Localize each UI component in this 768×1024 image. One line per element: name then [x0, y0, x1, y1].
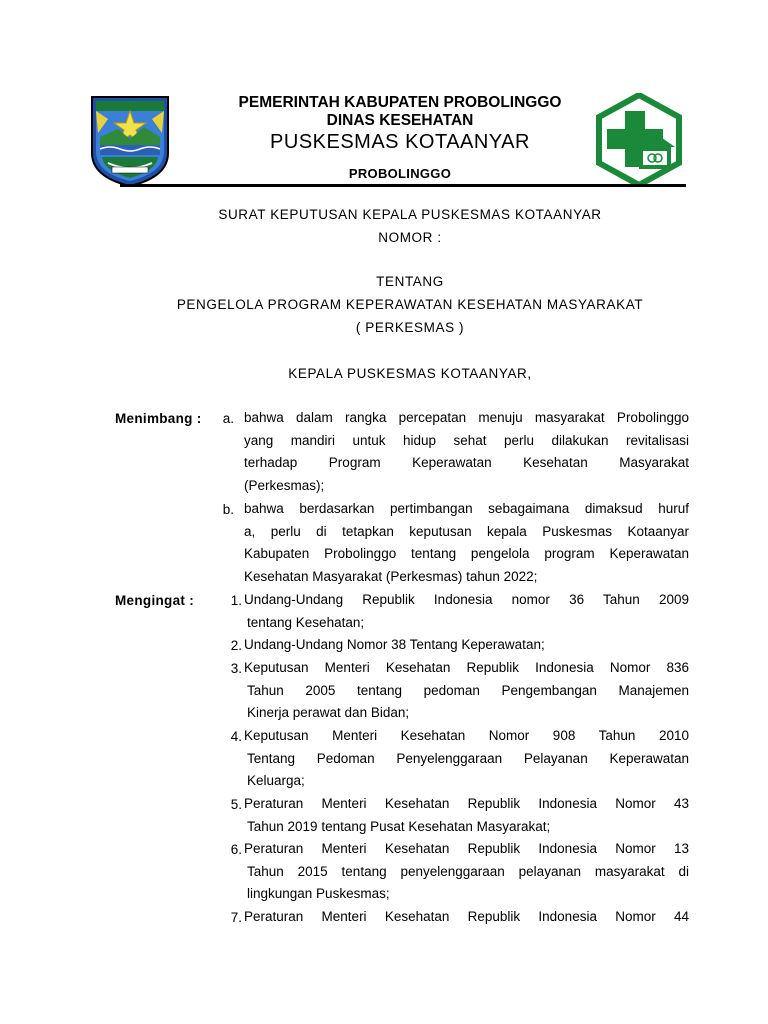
- menimbang-item-a: [244, 407, 689, 497]
- menimbang-b-line: a, perlu di tetapkan keputusan kepala Puskesmas Kotaanyar: [244, 523, 689, 539]
- mengingat-marker-2: 2.: [230, 638, 242, 653]
- menimbang-label: Menimbang :: [115, 411, 202, 426]
- decree-subject: PENGELOLA PROGRAM KEPERAWATAN KESEHATAN MASYARAKAT: [176, 297, 644, 312]
- letterhead: [190, 94, 610, 183]
- mengingat-item-1: [244, 589, 689, 634]
- decree-about-label: TENTANG: [376, 274, 444, 289]
- mengingat-6-line: Tahun 2015 tentang penyelenggaraan pelayanan masyarakat di: [247, 863, 689, 879]
- mengingat-item-6: [244, 838, 689, 906]
- menimbang-marker-a: a.: [222, 411, 234, 426]
- letterhead-agency: DINAS KESEHATAN: [326, 112, 474, 129]
- mengingat-5-line: Peraturan Menteri Kesehatan Republik Indonesia Nomor 43: [244, 796, 689, 811]
- mengingat-2-line: Undang-Undang Nomor 38 Tentang Keperawatan;: [244, 637, 545, 652]
- mengingat-6-line: Peraturan Menteri Kesehatan Republik Indonesia Nomor 13: [244, 841, 689, 856]
- menimbang-a-line: terhadap Program Keperawatan Kesehatan Masyarakat: [244, 455, 689, 471]
- menimbang-b-line: bahwa berdasarkan pertimbangan sebagaimana dimaksud huruf: [244, 501, 689, 516]
- mengingat-5-line: Tahun 2019 tentang Pusat Kesehatan Masyarakat;: [247, 818, 551, 834]
- mengingat-6-line: lingkungan Puskesmas;: [247, 886, 390, 902]
- mengingat-item-2: [244, 634, 689, 657]
- menimbang-marker-b: b.: [222, 502, 234, 517]
- menimbang-a-line: bahwa dalam rangka percepatan menuju masyarakat Probolinggo: [244, 410, 689, 425]
- menimbang-a-line: (Perkesmas);: [244, 477, 325, 493]
- mengingat-1-line: tentang Kesehatan;: [247, 614, 365, 630]
- mengingat-4-line: Keluarga;: [247, 773, 305, 789]
- regency-crest-logo: [88, 93, 172, 189]
- mengingat-7-line: Peraturan Menteri Kesehatan Republik Indonesia Nomor 44: [244, 909, 689, 924]
- mengingat-marker-6: 6.: [230, 842, 242, 857]
- menimbang-b-line: Kesehatan Masyarakat (Perkesmas) tahun 2022;: [244, 568, 538, 584]
- issuer-heading: KEPALA PUSKESMAS KOTAANYAR,: [288, 366, 532, 381]
- mengingat-4-line: Tentang Pedoman Penyelenggaraan Pelayanan Keperawatan: [247, 750, 689, 766]
- mengingat-1-line: Undang-Undang Republik Indonesia nomor 36 Tahun 2009: [244, 592, 689, 607]
- mengingat-marker-1: 1.: [230, 593, 242, 608]
- mengingat-3-line: Keputusan Menteri Kesehatan Republik Indonesia Nomor 836: [244, 660, 689, 675]
- mengingat-item-5: [244, 793, 689, 838]
- menimbang-a-line: yang mandiri untuk hidup sehat perlu dilakukan revitalisasi: [244, 432, 689, 448]
- mengingat-3-line: Tahun 2005 tentang pedoman Pengembangan Manajemen: [247, 682, 689, 698]
- letterhead-government: PEMERINTAH KABUPATEN PROBOLINGGO: [238, 94, 562, 111]
- decree-number: NOMOR :: [378, 230, 442, 245]
- mengingat-marker-5: 5.: [230, 797, 242, 812]
- mengingat-marker-3: 3.: [230, 661, 242, 676]
- header-rule-thick: [120, 184, 686, 187]
- decree-title: SURAT KEPUTUSAN KEPALA PUSKESMAS KOTAANYAR: [218, 207, 602, 222]
- mengingat-item-3: [244, 657, 689, 725]
- mengingat-3-line: Kinerja perawat dan Bidan;: [247, 705, 410, 721]
- puskesmas-logo: [593, 93, 685, 187]
- mengingat-item-4: [244, 725, 689, 793]
- mengingat-4-line: Keputusan Menteri Kesehatan Nomor 908 Tahun 2010: [244, 728, 689, 743]
- mengingat-marker-7: 7.: [230, 910, 242, 925]
- mengingat-label: Mengingat :: [115, 593, 195, 608]
- menimbang-b-line: Kabupaten Probolinggo tentang pengelola program Keperawatan: [244, 546, 689, 562]
- decree-subject-abbrev: ( PERKESMAS ): [355, 320, 465, 335]
- letterhead-puskesmas: PUSKESMAS KOTAANYAR: [270, 131, 530, 153]
- letterhead-city: PROBOLINGGO: [348, 166, 452, 181]
- mengingat-marker-4: 4.: [230, 729, 242, 744]
- menimbang-item-b: [244, 498, 689, 588]
- mengingat-item-7: [244, 906, 689, 929]
